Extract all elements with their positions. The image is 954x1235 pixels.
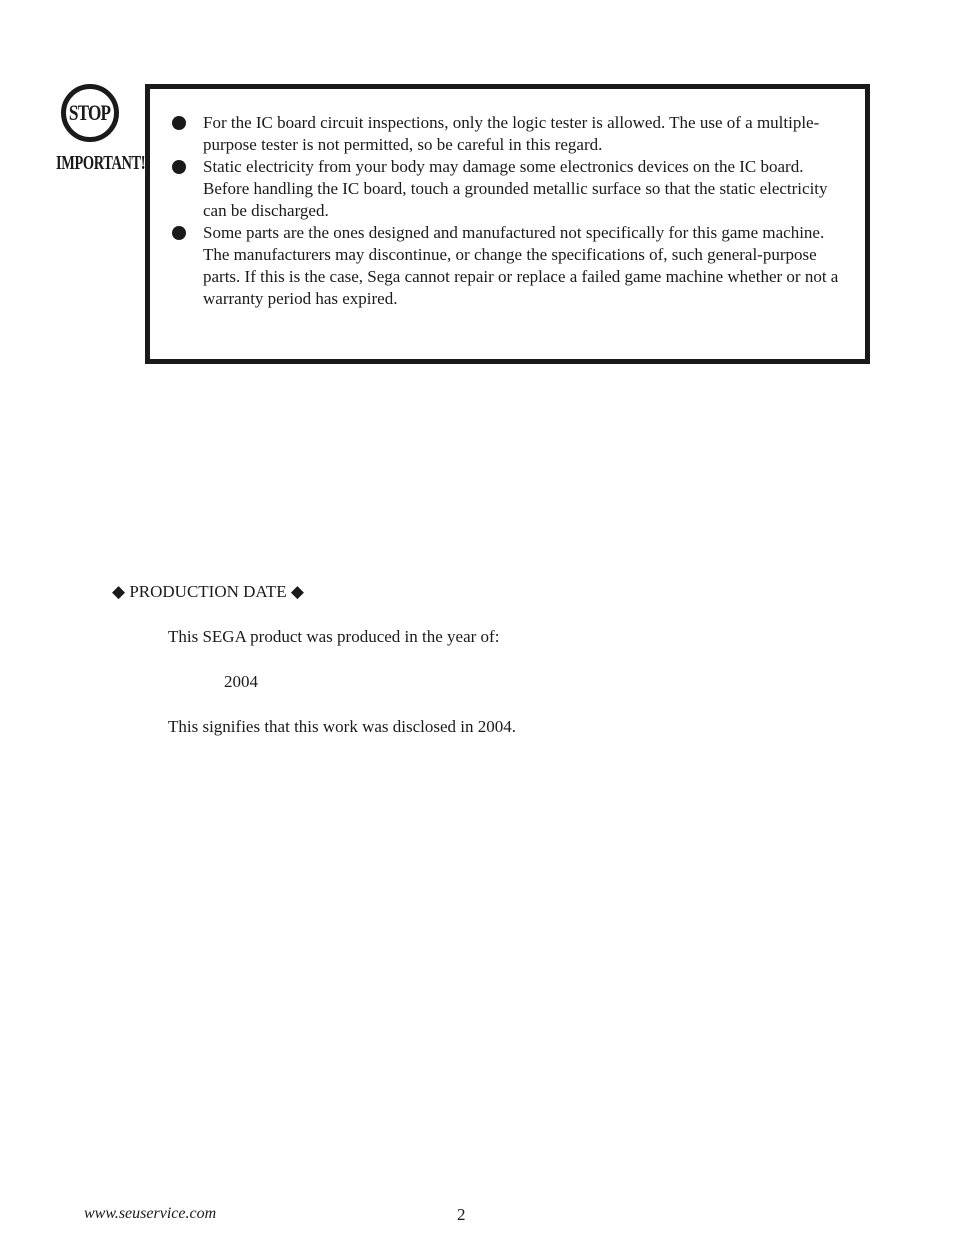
warning-box xyxy=(145,84,870,364)
bullet-icon xyxy=(172,160,186,174)
disclosure-statement: This signifies that this work was disclosed in 2004. xyxy=(168,717,517,736)
production-date-heading: ◆ PRODUCTION DATE ◆ xyxy=(112,582,304,601)
important-label: IMPORTANT! xyxy=(56,152,146,174)
stop-important-badge xyxy=(56,84,146,184)
bullet-icon xyxy=(172,226,186,240)
warning-text: For the IC board circuit inspections, only the logic tester is allowed. The use of a multiple-purpose tester is not permitted, so be careful in this regard. xyxy=(203,113,820,154)
bullet-icon xyxy=(172,116,186,130)
warning-text: Some parts are the ones designed and manufactured not specifically for this game machine. The manufacturers may discontinue, or change the specifications of, such general-purpose parts. If this is the case, Sega cannot repair or replace a failed game machine whether or not a warranty period has expired. xyxy=(203,223,839,308)
page-number: 2 xyxy=(457,1205,466,1224)
warning-item xyxy=(170,156,840,222)
warning-text: Static electricity from your body may damage some electronics devices on the IC board. Before handling the IC board, touch a grounded metallic surface so that the static electricity can be discharged. xyxy=(203,157,828,220)
stop-sign-icon xyxy=(61,84,119,142)
warning-list xyxy=(170,112,840,310)
stop-label: STOP xyxy=(69,100,111,125)
production-year: 2004 xyxy=(224,672,258,691)
production-statement: This SEGA product was produced in the year of: xyxy=(168,627,500,646)
warning-item xyxy=(170,222,840,310)
warning-item xyxy=(170,112,840,156)
footer-url: www.seuservice.com xyxy=(84,1205,217,1222)
